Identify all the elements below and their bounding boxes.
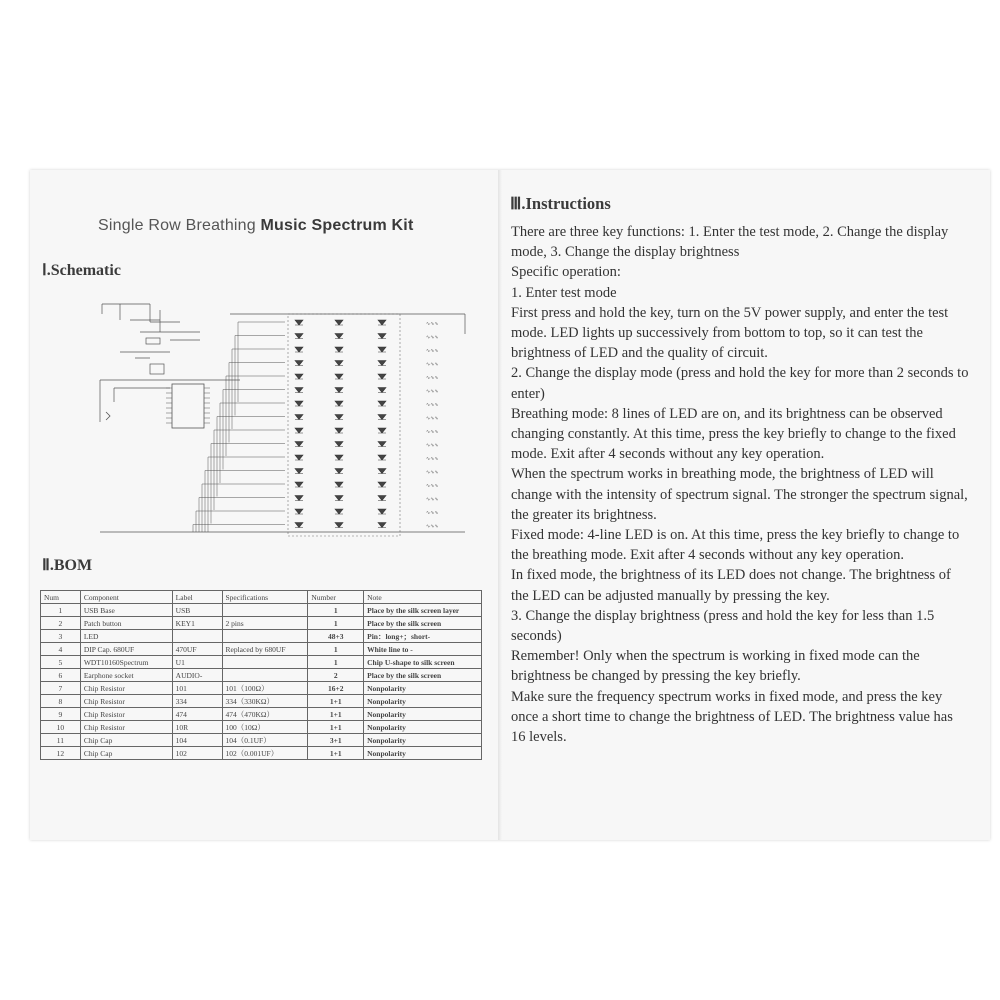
led-symbol — [335, 455, 343, 460]
title-part2: Music Spectrum Kit — [260, 217, 414, 234]
bom-header-cell: Num — [41, 591, 81, 604]
led-symbol — [335, 523, 343, 528]
bom-cell: 1+1 — [308, 747, 364, 760]
bom-cell — [222, 630, 308, 643]
resistor-label: ∿∿∿ — [426, 496, 439, 503]
led-symbol — [335, 374, 343, 379]
resistor-label: ∿∿∿ — [426, 402, 439, 408]
bom-cell — [172, 630, 222, 643]
instruction-paragraph: 1. Enter test mode — [511, 284, 617, 301]
instruction-paragraph: Remember! Only when the spectrum is working in fixed mode can the brightness be changed by pressing the key briefly. — [511, 648, 920, 685]
bom-cell: 101（100Ω） — [222, 682, 308, 695]
bom-cell: KEY1 — [172, 617, 222, 630]
title-part1: Single Row Breathing — [98, 217, 261, 234]
bom-cell: LED — [80, 630, 172, 643]
bom-cell: 1+1 — [308, 708, 364, 721]
bom-row — [41, 747, 482, 760]
resistor-label: ∿∿∿ — [426, 348, 439, 354]
bom-cell: Chip Resistor — [80, 721, 172, 734]
led-symbol — [335, 361, 343, 366]
bom-cell: Chip Resistor — [80, 708, 172, 721]
led-row-wire — [214, 430, 285, 510]
bom-cell: 3 — [41, 630, 81, 643]
bom-cell: U1 — [172, 656, 222, 669]
led-row-wire — [235, 336, 285, 416]
led-symbol — [335, 415, 343, 420]
bom-cell: Replaced by 680UF — [222, 643, 308, 656]
bom-row — [41, 708, 482, 721]
led-symbol — [295, 523, 303, 528]
instruction-paragraph: Breathing mode: 8 lines of LED are on, and its brightness can be observed changing constantly. At this time, press the key briefly to change to the fixed mode. Exit after 4 seconds without any key operation. — [511, 405, 956, 463]
bom-header-row — [41, 591, 482, 604]
bom-cell: 334（330KΩ） — [222, 695, 308, 708]
led-symbol — [295, 469, 303, 474]
bom-cell: WDT10160Spectrum — [80, 656, 172, 669]
instructions-heading: Ⅲ.Instructions — [510, 194, 611, 213]
led-row-wire — [229, 363, 285, 443]
led-symbol — [295, 334, 303, 339]
led-row-wire — [196, 511, 285, 532]
bom-cell: 1+1 — [308, 721, 364, 734]
bom-cell: Chip U-shape to silk screen — [364, 656, 482, 669]
bom-header-cell: Note — [364, 591, 482, 604]
bom-row — [41, 617, 482, 630]
led-symbol — [335, 388, 343, 393]
led-symbol — [378, 320, 386, 325]
bom-row — [41, 695, 482, 708]
led-symbol — [295, 455, 303, 460]
led-symbol — [378, 428, 386, 433]
led-row-wire — [199, 498, 285, 533]
bom-cell: 2 — [308, 669, 364, 682]
led-symbol — [335, 469, 343, 474]
resistor-label: ∿∿∿ — [426, 334, 439, 341]
led-symbol — [335, 482, 343, 487]
led-row-wire — [211, 444, 285, 524]
instruction-paragraph: In fixed mode, the brightness of its LED does not change. The brightness of the LED can be adjusted manually by pressing the key. — [511, 567, 951, 604]
bom-cell: 1+1 — [308, 695, 364, 708]
led-symbol — [335, 320, 343, 325]
resistor-label: ∿∿∿ — [426, 388, 439, 395]
bom-cell: Nonpolarity — [364, 747, 482, 760]
led-symbol — [295, 496, 303, 501]
led-symbol — [378, 482, 386, 487]
led-symbol — [295, 442, 303, 447]
led-symbol — [295, 388, 303, 393]
bom-row — [41, 721, 482, 734]
led-row-wire — [223, 390, 285, 470]
bom-row — [41, 656, 482, 669]
bom-cell: 7 — [41, 682, 81, 695]
bom-cell: 1 — [308, 656, 364, 669]
bom-cell: 3+1 — [308, 734, 364, 747]
bom-cell: 102（0.001UF） — [222, 747, 308, 760]
bom-cell: White line to - — [364, 643, 482, 656]
bom-cell: USB — [172, 604, 222, 617]
bom-cell: 5 — [41, 656, 81, 669]
led-symbol — [295, 509, 303, 514]
led-row-wire — [220, 403, 285, 483]
led-symbol — [378, 347, 386, 352]
left-bus-wires — [100, 380, 240, 422]
bom-cell: Place by the silk screen layer — [364, 604, 482, 617]
bom-cell: 100（10Ω） — [222, 721, 308, 734]
bom-cell: Pin：long+；short- — [364, 630, 482, 643]
instruction-paragraph: There are three key functions: 1. Enter the test mode, 2. Change the display mode, 3. Change the display brightness — [511, 224, 949, 261]
bom-table — [40, 590, 482, 760]
bom-row — [41, 669, 482, 682]
schematic-heading: Ⅰ.Schematic — [42, 262, 121, 279]
led-symbol — [295, 320, 303, 325]
power-circuit-wires — [102, 304, 200, 358]
bom-cell: 1 — [308, 604, 364, 617]
bom-heading: Ⅱ.BOM — [42, 557, 93, 574]
led-row-wire — [208, 457, 285, 532]
led-symbol — [378, 523, 386, 528]
bom-cell: 10 — [41, 721, 81, 734]
bom-cell: Nonpolarity — [364, 721, 482, 734]
bom-cell: 470UF — [172, 643, 222, 656]
bom-cell: 104 — [172, 734, 222, 747]
resistor-label: ∿∿∿ — [426, 456, 439, 462]
bom-cell: Place by the silk screen — [364, 669, 482, 682]
bom-cell — [222, 669, 308, 682]
led-row-wire — [238, 322, 285, 402]
led-symbol — [378, 415, 386, 420]
led-symbol — [378, 334, 386, 339]
instruction-paragraph: Fixed mode: 4-line LED is on. At this time, press the key briefly to change to the breathing mode. Exit after 4 seconds without any key operation. — [511, 527, 960, 564]
resistor-label: ∿∿∿ — [426, 415, 439, 422]
bom-cell: 4 — [41, 643, 81, 656]
button-symbol — [106, 412, 110, 420]
led-symbol — [378, 469, 386, 474]
resistor-label: ∿∿∿ — [426, 510, 439, 516]
bom-cell: 2 pins — [222, 617, 308, 630]
led-row-wire — [202, 484, 285, 532]
led-symbol — [295, 401, 303, 406]
led-symbol — [378, 509, 386, 514]
bom-cell: 1 — [308, 643, 364, 656]
bom-cell: 12 — [41, 747, 81, 760]
bom-cell: 101 — [172, 682, 222, 695]
schematic-diagram — [90, 292, 485, 554]
led-symbol — [335, 442, 343, 447]
bom-cell: 16+2 — [308, 682, 364, 695]
bom-row — [41, 643, 482, 656]
resistor-label: ∿∿∿ — [426, 442, 439, 449]
led-symbol — [295, 374, 303, 379]
bom-cell: 9 — [41, 708, 81, 721]
bom-cell: DIP Cap. 680UF — [80, 643, 172, 656]
instruction-paragraph: 3. Change the display brightness (press and hold the key for less than 1.5 seconds) — [511, 607, 935, 645]
instruction-paragraph: Make sure the frequency spectrum works in fixed mode, and press the key once a short time to change the brightness of LED. The brightness value has 16 levels. — [511, 688, 953, 746]
bom-cell: 10R — [172, 721, 222, 734]
led-symbol — [335, 509, 343, 514]
bom-cell: Chip Cap — [80, 747, 172, 760]
instructions-body — [511, 222, 969, 747]
led-row-wire — [232, 349, 285, 429]
bom-row — [41, 604, 482, 617]
led-symbol — [378, 361, 386, 366]
bom-header-cell: Label — [172, 591, 222, 604]
led-symbol — [378, 455, 386, 460]
bom-cell: 474 — [172, 708, 222, 721]
led-symbol — [378, 374, 386, 379]
bom-cell — [222, 604, 308, 617]
bom-cell: 102 — [172, 747, 222, 760]
led-symbol — [378, 442, 386, 447]
capacitor-symbol — [150, 364, 164, 374]
led-symbol — [295, 482, 303, 487]
led-symbol — [295, 347, 303, 352]
led-row-wire — [217, 417, 285, 497]
led-row-wire — [193, 525, 285, 533]
bom-cell: 474（470KΩ） — [222, 708, 308, 721]
bom-header-cell: Component — [80, 591, 172, 604]
bom-cell: Nonpolarity — [364, 695, 482, 708]
resistor-label: ∿∿∿ — [426, 361, 439, 368]
bom-cell: Chip Cap — [80, 734, 172, 747]
led-symbol — [378, 388, 386, 393]
led-symbol — [335, 428, 343, 433]
resistor-label: ∿∿∿ — [426, 523, 439, 530]
instruction-paragraph: When the spectrum works in breathing mode, the brightness of LED will change with the intensity of spectrum signal. The stronger the spectrum signal, the greater its brightness. — [511, 466, 968, 523]
bom-cell: Chip Resistor — [80, 682, 172, 695]
bom-cell: 8 — [41, 695, 81, 708]
bom-cell: 334 — [172, 695, 222, 708]
bom-row — [41, 630, 482, 643]
bom-cell — [222, 656, 308, 669]
led-symbol — [295, 415, 303, 420]
bom-header-cell: Specifications — [222, 591, 308, 604]
bom-cell: 1 — [41, 604, 81, 617]
bom-cell: Chip Resistor — [80, 695, 172, 708]
bom-cell: Place by the silk screen — [364, 617, 482, 630]
bom-cell: 6 — [41, 669, 81, 682]
led-symbol — [295, 428, 303, 433]
bom-cell: 1 — [308, 617, 364, 630]
bom-cell: AUDIO- — [172, 669, 222, 682]
bom-cell: Nonpolarity — [364, 682, 482, 695]
bom-cell: Nonpolarity — [364, 734, 482, 747]
instruction-paragraph: Specific operation: — [511, 264, 621, 281]
spectrum-ic-chip — [172, 384, 204, 428]
bom-cell: Earphone socket — [80, 669, 172, 682]
resistor-label: ∿∿∿ — [426, 375, 439, 381]
led-symbol — [335, 334, 343, 339]
led-symbol — [378, 496, 386, 501]
bom-row — [41, 682, 482, 695]
bom-cell: Patch button — [80, 617, 172, 630]
led-symbol — [335, 496, 343, 501]
bom-cell: 48+3 — [308, 630, 364, 643]
resistor-label: ∿∿∿ — [426, 321, 439, 327]
led-symbol — [295, 361, 303, 366]
led-symbol — [378, 401, 386, 406]
paper-fold — [498, 170, 502, 840]
regulator-symbol — [146, 338, 160, 344]
document-title — [98, 217, 413, 235]
bom-header-cell: Number — [308, 591, 364, 604]
bom-cell: USB Base — [80, 604, 172, 617]
instruction-paragraph: First press and hold the key, turn on the 5V power supply, and enter the test mode. LED lights up successively from bottom to top, so it can test the brightness of LED and the quality of circuit. — [511, 304, 949, 362]
bom-cell: 11 — [41, 734, 81, 747]
bom-cell: Nonpolarity — [364, 708, 482, 721]
instruction-paragraph: 2. Change the display mode (press and hold the key for more than 2 seconds to enter) — [511, 365, 969, 402]
bom-cell: 2 — [41, 617, 81, 630]
resistor-label: ∿∿∿ — [426, 483, 439, 489]
bom-row — [41, 734, 482, 747]
resistor-label: ∿∿∿ — [426, 429, 439, 435]
resistor-label: ∿∿∿ — [426, 469, 439, 476]
bom-cell: 104（0.1UF） — [222, 734, 308, 747]
led-symbol — [335, 401, 343, 406]
led-symbol — [335, 347, 343, 352]
